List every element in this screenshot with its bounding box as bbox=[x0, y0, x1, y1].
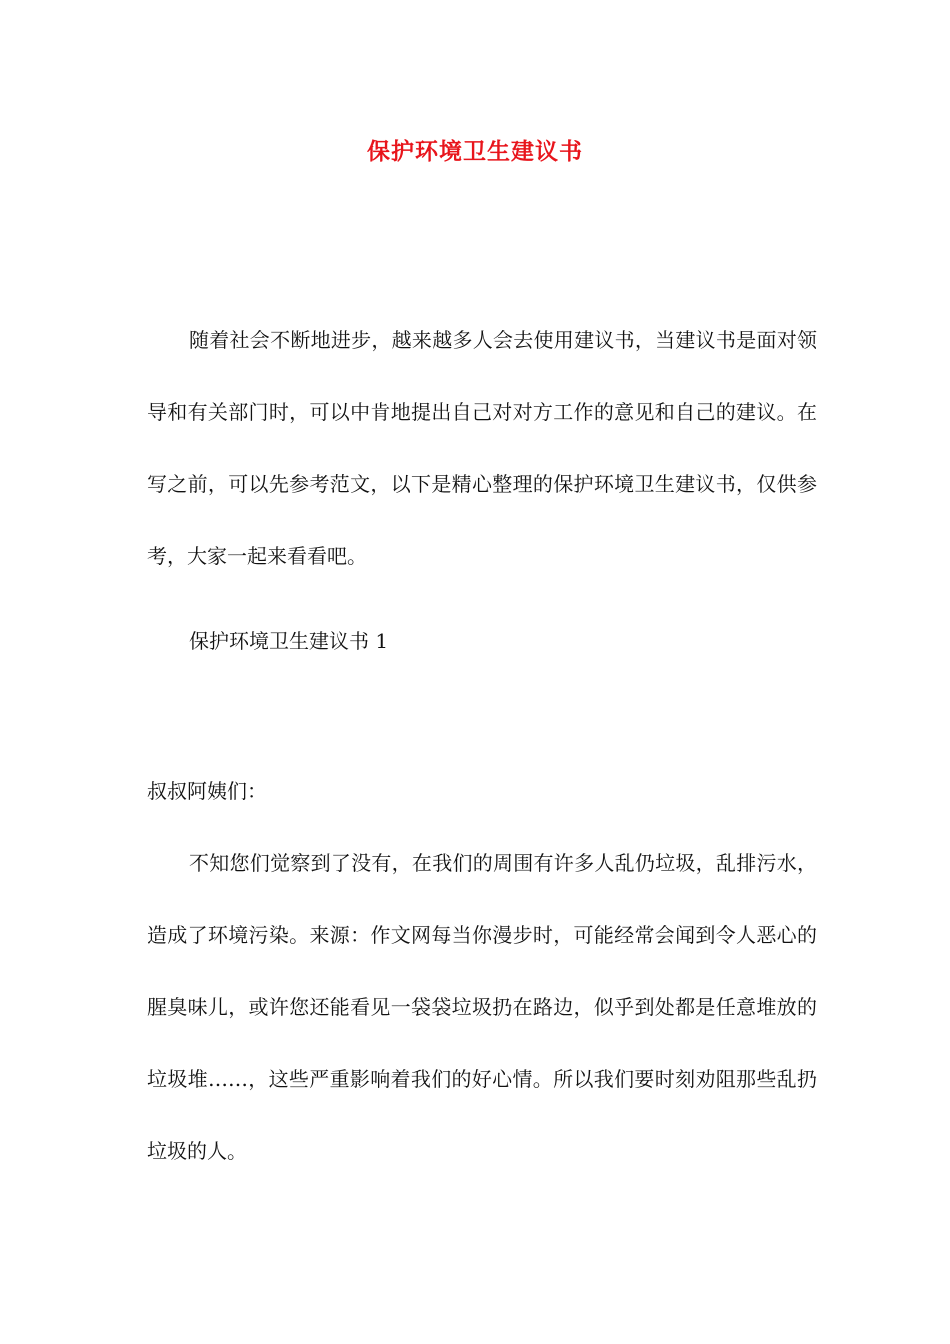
section-heading: 保护环境卫生建议书 1 bbox=[189, 629, 389, 653]
intro-paragraph: 随着社会不断地进步，越来越多人会去使用建议书，当建议书是面对领导和有关部门时，可以中肯地提出自己对对方工作的意见和自己的建议。在写之前，可以先参考范文，以下是精心整理的保护环境卫生建议书，仅供参考，大家一起来看看吧。 bbox=[147, 328, 817, 568]
document-title: 保护环境卫生建议书 bbox=[367, 138, 583, 165]
body-paragraph: 不知您们觉察到了没有，在我们的周围有许多人乱仍垃圾，乱排污水，造成了环境污染。来源：作文网每当你漫步时，可能经常会闻到令人恶心的腥臭味儿，或许您还能看见一袋袋垃圾扔在路边，似乎到处都是任意堆放的垃圾堆……，这些严重影响着我们的好心情。所以我们要时刻劝阻那些乱扔垃圾的人。 bbox=[147, 851, 817, 1163]
salutation: 叔叔阿姨们： bbox=[147, 779, 267, 803]
